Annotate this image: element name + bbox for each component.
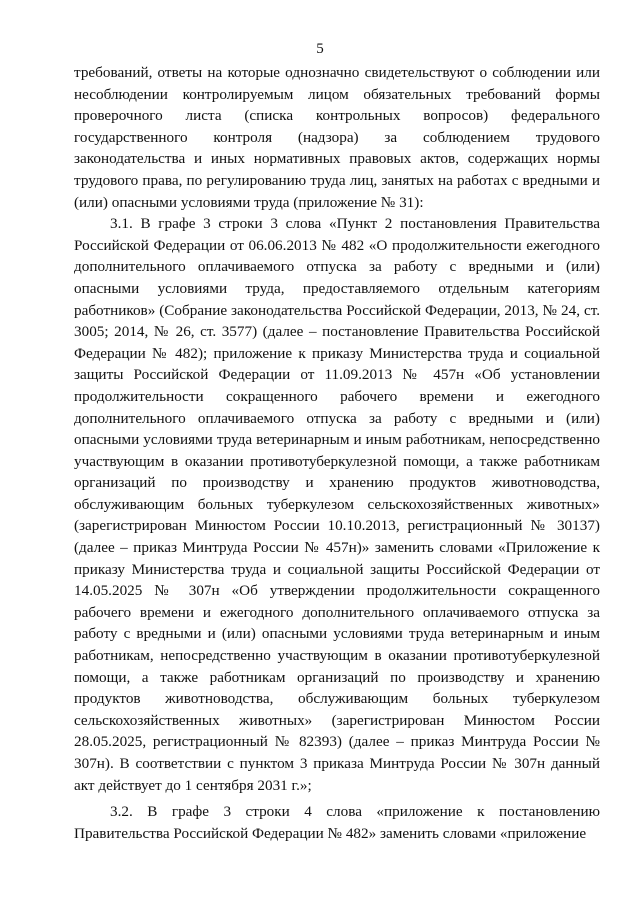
- paragraph-requirements-list: требований, ответы на которые однозначно свидетельствуют о соблюдении или несоблюдении контролируемым лицом обязательных требований формы проверочного листа (списка контрольных вопросов) федерального государственного контроля (надзора) за соблюдением трудового законодательства и иных нормативных правовых актов, содержащих нормы трудового права, по регулированию труда лиц, занятых на работах с вредными и (или) опасными условиями труда (приложение № 31):: [74, 64, 600, 211]
- document-body: [74, 62, 600, 844]
- paragraph-item-3-2: 3.2. В графе 3 строки 4 слова «приложение к постановлению Правительства Российской Федерации № 482» заменить словами «приложение: [74, 803, 600, 842]
- page-number: 5: [316, 41, 324, 57]
- paragraph-item-3-1: 3.1. В графе 3 строки 3 слова «Пункт 2 постановления Правительства Российской Федерации от 06.06.2013 № 482 «О продолжительности ежегодного дополнительного оплачиваемого отпуска за работу с вредными и (или) опасными условиями труда, предоставляемого отдельным категориям работников» (Собрание законодательства Российской Федерации, 2013, № 24, ст. 3005; 2014, № 26, ст. 3577) (далее – постановление Правительства Российской Федерации № 482); приложение к приказу Министерства труда и социальной защиты Российской Федерации от 11.09.2013 № 457н «Об установлении продолжительности сокращенного рабочего времени и ежегодного дополнительного оплачиваемого отпуска за работу с вредными и (или) опасными условиями труда ветеринарным и иным работникам, непосредственно участвующим в оказании противотуберкулезной помощи, а также работникам организаций по производству и хранению продуктов животноводства, обслуживающим больных туберкулезом сельскохозяйственных животных» (зарегистрирован Минюстом России 10.10.2013, регистрационный № 30137) (далее – приказ Минтруда России № 457н)» заменить словами «Приложение к приказу Министерства труда и социальной защиты Российской Федерации от 14.05.2025 № 307н «Об утверждении продолжительности сокращенного рабочего времени и ежегодного дополнительного оплачиваемого отпуска за работу с вредными и (или) опасными условиями труда ветеринарным и иным работникам, непосредственно участвующим в оказании противотуберкулезной помощи, а также работникам организаций по производству и хранению продуктов животноводства, обслуживающим больных туберкулезом сельскохозяйственных животных» (зарегистрирован Минюстом России 28.05.2025, регистрационный № 82393) (далее – приказ Минтруда России № 307н). В соответствии с пунктом 3 приказа Минтруда России № 307н данный акт действует до 1 сентября 2031 г.»;: [74, 215, 600, 794]
